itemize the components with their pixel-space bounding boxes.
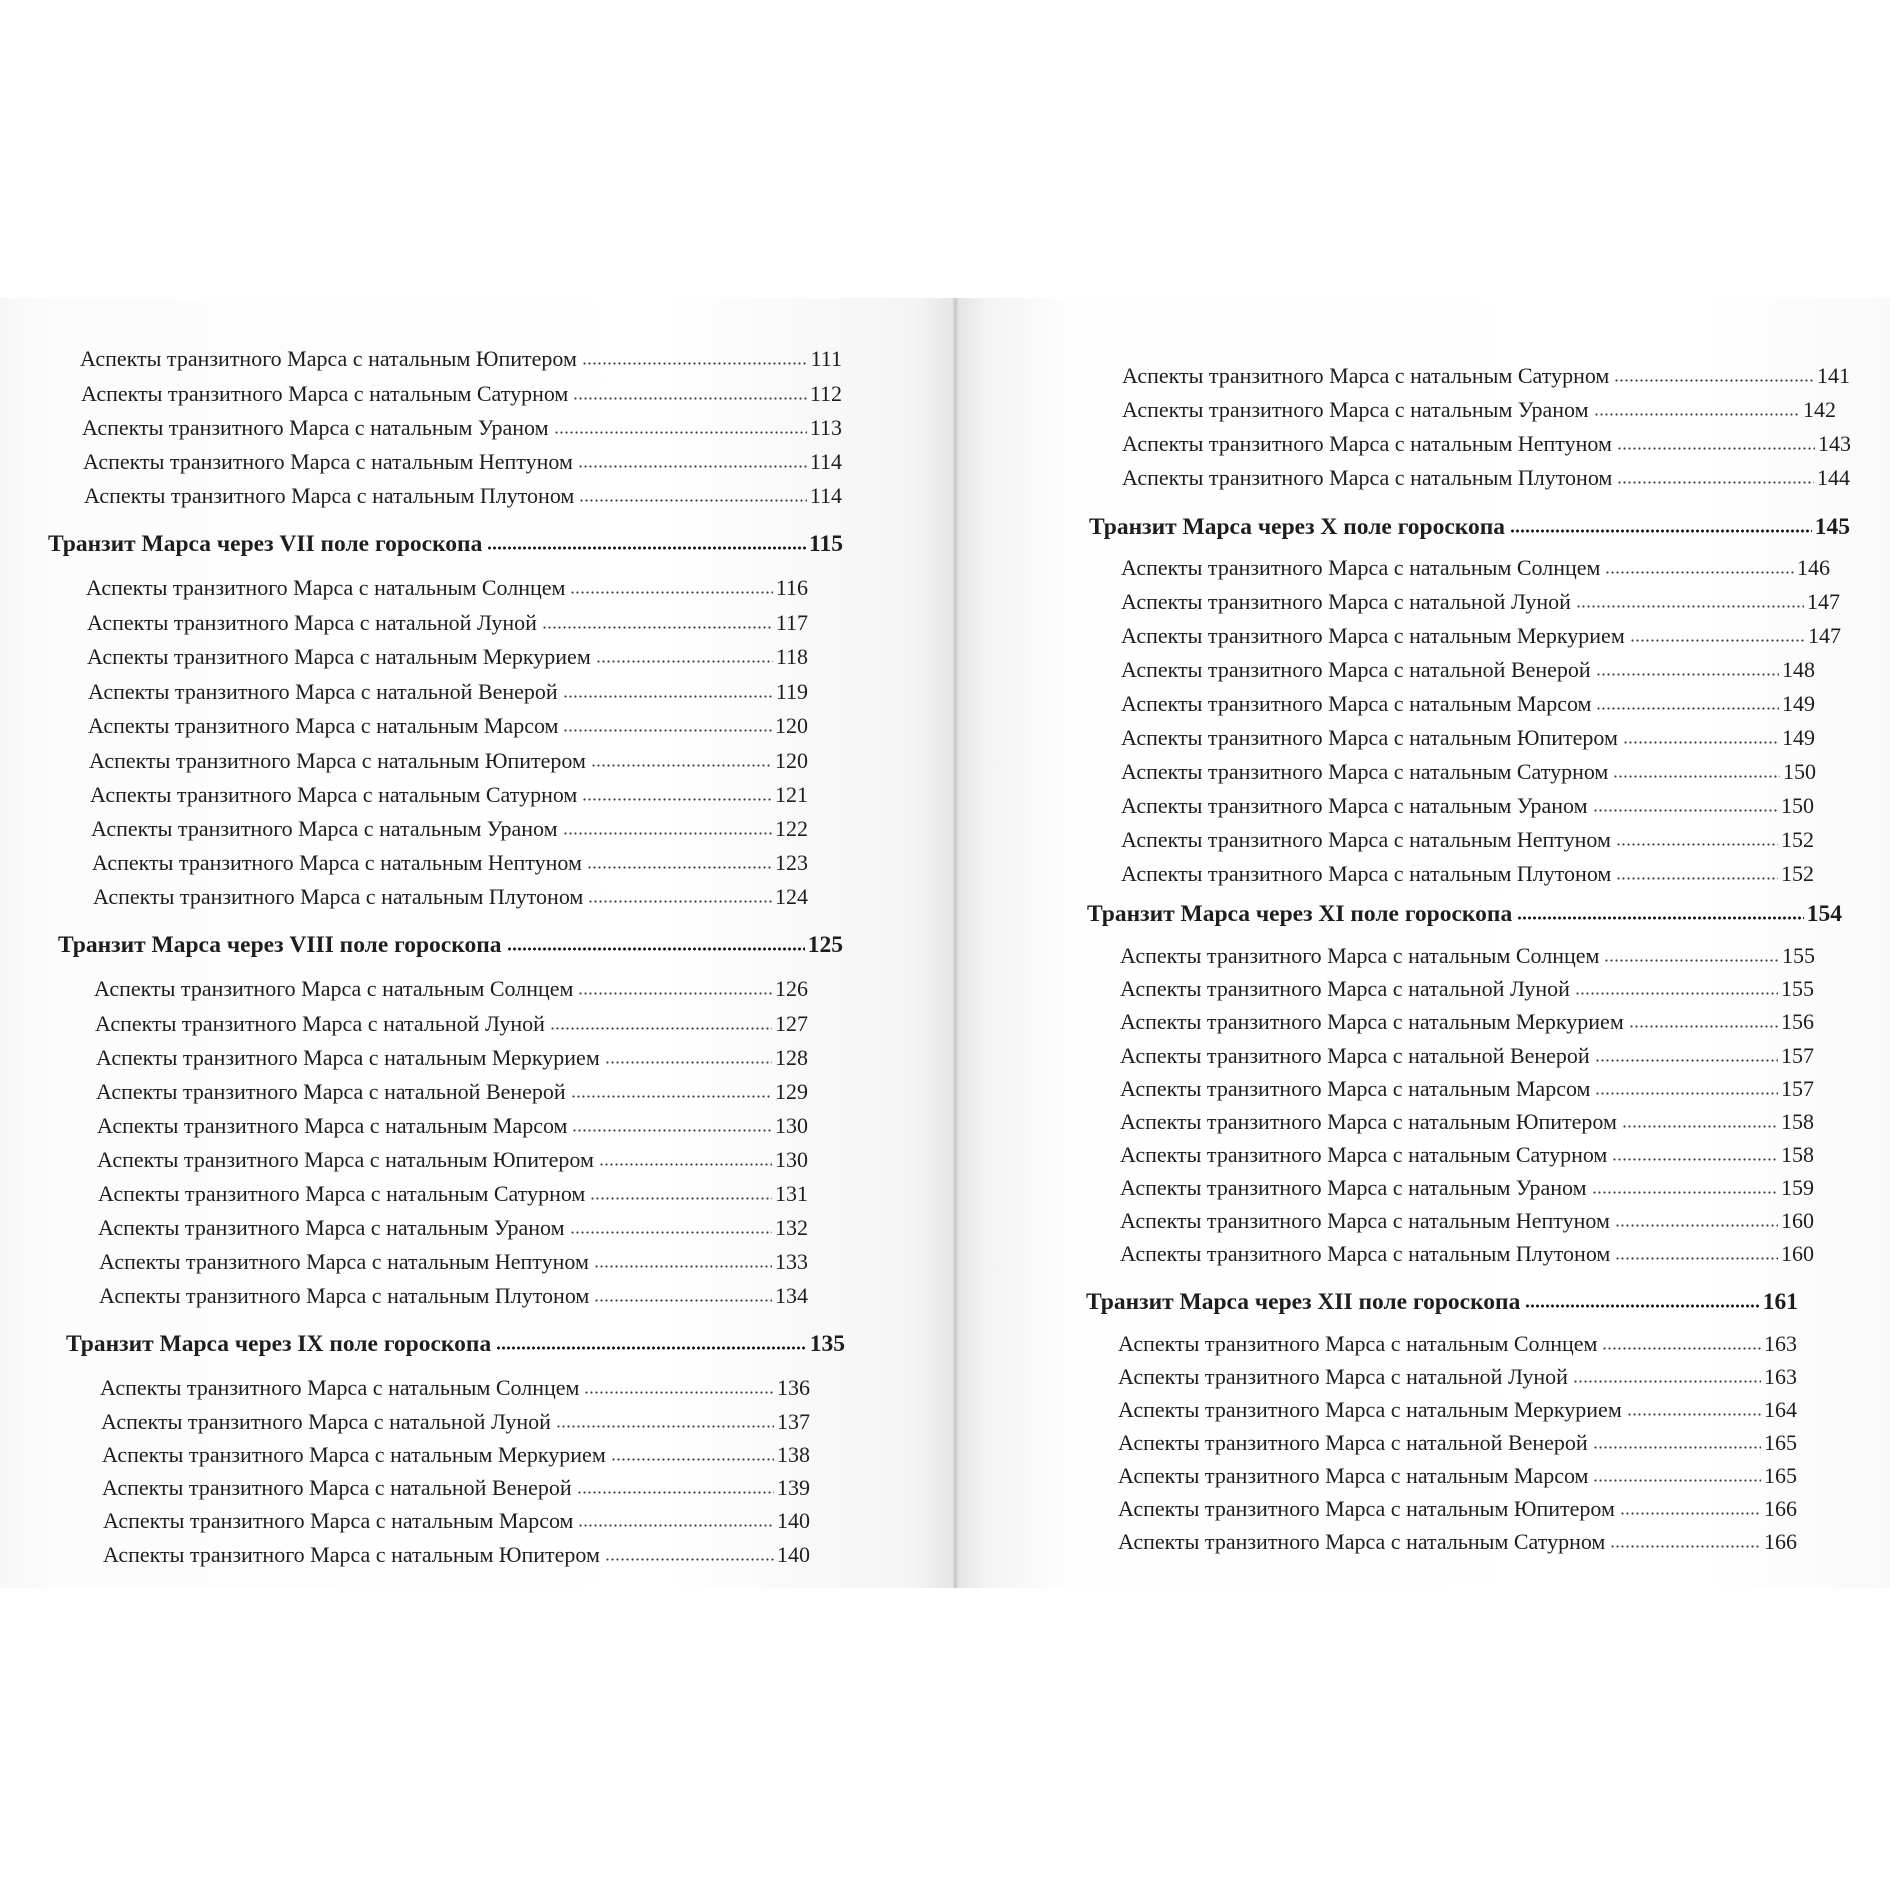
toc-page-number: 150 (1783, 759, 1816, 784)
leader-dots (573, 387, 806, 401)
toc-entry-title: Аспекты транзитного Марса с натальным Нептуном (1122, 431, 1612, 456)
toc-entry-title: Аспекты транзитного Марса с натальной Венерой (102, 1475, 572, 1500)
toc-entry-title: Аспекты транзитного Марса с натальным Солнцем (100, 1375, 580, 1400)
toc-entry-title: Аспекты транзитного Марса с натальным Ураном (91, 816, 558, 841)
toc-entry-title: Аспекты транзитного Марса с натальным Юпитером (97, 1147, 594, 1172)
toc-page-number: 115 (809, 531, 843, 557)
leader-dots (487, 537, 806, 551)
toc-entry-title: Аспекты транзитного Марса с натальным Нептуном (92, 850, 582, 875)
leader-dots (1595, 1049, 1778, 1063)
toc-entry-title: Аспекты транзитного Марса с натальным Марсом (1118, 1463, 1589, 1488)
toc-entry-title: Аспекты транзитного Марса с натальным Ураном (1122, 397, 1589, 422)
toc-page-number: 161 (1762, 1289, 1798, 1315)
toc-page-number: 163 (1764, 1364, 1797, 1389)
toc-entry-title: Аспекты транзитного Марса с натальным Плутоном (1120, 1241, 1611, 1266)
toc-entry-title: Аспекты транзитного Марса с натальной Луной (1118, 1364, 1568, 1389)
leader-dots (1623, 731, 1779, 745)
toc-entry-title: Аспекты транзитного Марса с натальным Плутоном (1122, 465, 1613, 490)
toc-section-heading (1089, 513, 1850, 541)
leader-dots (1622, 1115, 1778, 1129)
toc-entry-title: Транзит Марса через X поле гороскопа (1089, 514, 1506, 540)
toc-entry-title: Транзит Марса через IX поле гороскопа (66, 1331, 492, 1357)
leader-dots (1517, 907, 1804, 921)
toc-entry (1121, 792, 1814, 820)
toc-entry-title: Аспекты транзитного Марса с натальным Меркурием (1118, 1397, 1622, 1422)
leader-dots (550, 1017, 772, 1031)
toc-entry (99, 1248, 808, 1276)
toc-page-number: 116 (775, 575, 808, 600)
toc-entry (86, 574, 808, 602)
leader-dots (591, 754, 772, 768)
leader-dots (1576, 595, 1804, 609)
toc-entry (97, 1112, 808, 1140)
leader-dots (1596, 697, 1779, 711)
toc-entry-title: Аспекты транзитного Марса с натальным Нептуном (1120, 1208, 1610, 1233)
toc-entry (1118, 1330, 1797, 1358)
toc-page-number: 121 (775, 782, 808, 807)
toc-section-heading (48, 530, 843, 558)
leader-dots (611, 1448, 774, 1462)
toc-entry (1118, 1429, 1797, 1457)
toc-page-number: 118 (775, 644, 808, 669)
toc-page-number: 123 (775, 850, 808, 875)
toc-page-number: 138 (777, 1442, 810, 1467)
toc-page-number: 139 (777, 1475, 810, 1500)
toc-page-number: 155 (1781, 976, 1814, 1001)
toc-page-number: 144 (1817, 465, 1850, 490)
left-toc (0, 298, 953, 1588)
toc-page-number: 114 (809, 449, 842, 474)
toc-page-number: 165 (1764, 1463, 1797, 1488)
toc-entry-title: Аспекты транзитного Марса с натальным Нептуном (83, 449, 573, 474)
toc-page-number: 154 (1806, 901, 1842, 927)
leader-dots (554, 421, 807, 435)
toc-page-number: 164 (1764, 1397, 1797, 1422)
toc-entry (101, 1408, 810, 1436)
leader-dots (582, 352, 808, 366)
toc-entry (80, 345, 842, 373)
toc-page-number: 134 (775, 1283, 808, 1308)
toc-entry (1118, 1396, 1797, 1424)
toc-entry (83, 448, 842, 476)
toc-entry-title: Транзит Марса через VIII поле гороскопа (58, 932, 502, 958)
toc-entry-title: Аспекты транзитного Марса с натальной Луной (95, 1011, 545, 1036)
leader-dots (1573, 1370, 1761, 1384)
toc-entry (90, 781, 808, 809)
toc-entry (1121, 622, 1841, 650)
toc-entry (1121, 690, 1815, 718)
toc-entry (91, 815, 808, 843)
right-page (958, 298, 1890, 1588)
toc-page-number: 149 (1782, 725, 1815, 750)
toc-entry-title: Аспекты транзитного Марса с натальной Венерой (1118, 1430, 1588, 1455)
toc-entry-title: Аспекты транзитного Марса с натальным Сатурном (1122, 363, 1610, 388)
toc-entry (1122, 430, 1851, 458)
toc-entry-title: Аспекты транзитного Марса с натальным Юпитером (1120, 1109, 1617, 1134)
toc-page-number: 152 (1781, 861, 1814, 886)
toc-page-number: 117 (775, 610, 808, 635)
toc-page-number: 152 (1781, 827, 1814, 852)
toc-page-number: 155 (1782, 943, 1815, 968)
leader-dots (578, 982, 772, 996)
toc-entry-title: Аспекты транзитного Марса с натальным Нептуном (99, 1249, 589, 1274)
toc-entry-title: Аспекты транзитного Марса с натальной Венерой (96, 1079, 566, 1104)
toc-section-heading (1087, 900, 1842, 928)
toc-page-number: 165 (1764, 1430, 1797, 1455)
leader-dots (1595, 1082, 1778, 1096)
right-toc (958, 298, 1890, 1588)
leader-dots (563, 685, 773, 699)
leader-dots (596, 650, 773, 664)
leader-dots (1592, 1181, 1778, 1195)
leader-dots (1616, 833, 1778, 847)
toc-page-number: 157 (1781, 1043, 1814, 1068)
toc-entry-title: Аспекты транзитного Марса с натальным Плутоном (1121, 861, 1612, 886)
toc-section-heading (1086, 1288, 1798, 1316)
toc-entry-title: Аспекты транзитного Марса с натальным Сатурном (1120, 1142, 1608, 1167)
toc-page-number: 141 (1817, 363, 1850, 388)
toc-page-number: 147 (1808, 623, 1841, 648)
toc-entry (87, 643, 808, 671)
toc-entry-title: Аспекты транзитного Марса с натальным Нептуном (1121, 827, 1611, 852)
toc-entry (98, 1180, 808, 1208)
toc-page-number: 150 (1781, 793, 1814, 818)
leader-dots (1616, 867, 1778, 881)
leader-dots (594, 1289, 772, 1303)
toc-entry (96, 1078, 808, 1106)
leader-dots (1575, 982, 1778, 996)
leader-dots (563, 719, 772, 733)
toc-entry (1121, 656, 1815, 684)
toc-entry (1120, 1141, 1814, 1169)
toc-entry (102, 1474, 810, 1502)
leader-dots (496, 1337, 807, 1351)
toc-entry-title: Аспекты транзитного Марса с натальной Венерой (1120, 1043, 1590, 1068)
leader-dots (1629, 1015, 1778, 1029)
toc-page-number: 142 (1803, 397, 1836, 422)
toc-entry (1122, 362, 1850, 390)
toc-entry (82, 414, 842, 442)
toc-entry (1120, 1240, 1814, 1268)
toc-entry-title: Аспекты транзитного Марса с натальной Венерой (1121, 657, 1591, 682)
toc-entry-title: Аспекты транзитного Марса с натальным Марсом (103, 1508, 574, 1533)
toc-entry-title: Аспекты транзитного Марса с натальным Плутоном (84, 483, 575, 508)
toc-entry (97, 1146, 808, 1174)
toc-entry-title: Аспекты транзитного Марса с натальным Сатурном (81, 381, 569, 406)
toc-section-heading (58, 931, 843, 959)
toc-entry-title: Аспекты транзитного Марса с натальным Ураном (82, 415, 549, 440)
toc-entry-title: Аспекты транзитного Марса с натальным Юпитером (103, 1542, 600, 1567)
toc-entry (1120, 975, 1814, 1003)
leader-dots (1602, 1337, 1761, 1351)
toc-page-number: 119 (775, 679, 808, 704)
toc-entry-title: Транзит Марса через XII поле гороскопа (1086, 1289, 1521, 1315)
leader-dots (1593, 1436, 1761, 1450)
toc-entry (102, 1441, 810, 1469)
leader-dots (579, 489, 806, 503)
leader-dots (1593, 1469, 1761, 1483)
toc-entry (84, 482, 842, 510)
leader-dots (1605, 561, 1794, 575)
toc-entry (87, 609, 808, 637)
toc-page-number: 160 (1781, 1241, 1814, 1266)
leader-dots (542, 616, 773, 630)
toc-page-number: 122 (775, 816, 808, 841)
toc-entry (1121, 758, 1816, 786)
toc-entry-title: Аспекты транзитного Марса с натальным Меркурием (1121, 623, 1625, 648)
toc-page-number: 158 (1781, 1109, 1814, 1134)
toc-page-number: 146 (1797, 555, 1830, 580)
toc-section-heading (66, 1330, 845, 1358)
leader-dots (578, 455, 807, 469)
leader-dots (578, 1514, 774, 1528)
toc-entry (1118, 1528, 1797, 1556)
leader-dots (582, 788, 772, 802)
toc-entry (1121, 724, 1815, 752)
toc-entry-title: Аспекты транзитного Марса с натальным Ураном (98, 1215, 565, 1240)
toc-entry (1120, 1008, 1814, 1036)
leader-dots (563, 822, 772, 836)
leader-dots (1525, 1295, 1759, 1309)
toc-entry-title: Аспекты транзитного Марса с натальным Солнцем (1121, 555, 1601, 580)
toc-entry-title: Аспекты транзитного Марса с натальным Ураном (1120, 1175, 1587, 1200)
leader-dots (1510, 520, 1812, 534)
toc-entry (103, 1507, 810, 1535)
toc-entry-title: Аспекты транзитного Марса с натальным Сатурном (90, 782, 578, 807)
toc-page-number: 158 (1781, 1142, 1814, 1167)
toc-entry-title: Аспекты транзитного Марса с натальным Меркурием (1120, 1009, 1624, 1034)
toc-entry (88, 712, 808, 740)
toc-page-number: 112 (809, 381, 842, 406)
toc-entry (100, 1374, 810, 1402)
toc-page-number: 147 (1807, 589, 1840, 614)
toc-page-number: 135 (809, 1331, 845, 1357)
toc-entry-title: Аспекты транзитного Марса с натальным Марсом (88, 713, 559, 738)
toc-entry-title: Аспекты транзитного Марса с натальным Юпитером (1118, 1496, 1615, 1521)
toc-entry-title: Аспекты транзитного Марса с натальной Луной (101, 1409, 551, 1434)
toc-entry (103, 1541, 810, 1569)
toc-page-number: 160 (1781, 1208, 1814, 1233)
toc-page-number: 149 (1782, 691, 1815, 716)
toc-page-number: 126 (775, 976, 808, 1001)
toc-page-number: 143 (1818, 431, 1851, 456)
toc-entry (1118, 1462, 1797, 1490)
toc-entry-title: Аспекты транзитного Марса с натальным Сатурном (1121, 759, 1609, 784)
toc-page-number: 131 (775, 1181, 808, 1206)
leader-dots (1615, 1214, 1778, 1228)
toc-entry-title: Аспекты транзитного Марса с натальным Сатурном (98, 1181, 586, 1206)
leader-dots (588, 890, 772, 904)
toc-page-number: 133 (775, 1249, 808, 1274)
toc-entry (99, 1282, 808, 1310)
leader-dots (1617, 471, 1814, 485)
toc-entry (1120, 1075, 1814, 1103)
leader-dots (605, 1548, 774, 1562)
toc-entry (1120, 1042, 1814, 1070)
leader-dots (556, 1415, 774, 1429)
toc-page-number: 148 (1782, 657, 1815, 682)
toc-entry (93, 883, 808, 911)
toc-entry (1120, 942, 1815, 970)
toc-page-number: 132 (775, 1215, 808, 1240)
toc-entry-title: Аспекты транзитного Марса с натальным Солнцем (1120, 943, 1600, 968)
toc-entry (95, 1010, 808, 1038)
toc-entry-title: Аспекты транзитного Марса с натальной Луной (87, 610, 537, 635)
toc-entry-title: Транзит Марса через VII поле гороскопа (48, 531, 483, 557)
toc-entry (1120, 1174, 1814, 1202)
toc-page-number: 156 (1781, 1009, 1814, 1034)
toc-entry (1121, 588, 1840, 616)
toc-page-number: 124 (775, 884, 808, 909)
toc-entry-title: Аспекты транзитного Марса с натальным Плутоном (99, 1283, 590, 1308)
leader-dots (577, 1481, 774, 1495)
toc-page-number: 140 (777, 1542, 810, 1567)
leader-dots (594, 1255, 772, 1269)
toc-page-number: 166 (1764, 1529, 1797, 1554)
left-page (0, 298, 953, 1588)
toc-page-number: 113 (809, 415, 842, 440)
toc-entry (94, 975, 808, 1003)
toc-entry (81, 380, 842, 408)
toc-entry-title: Аспекты транзитного Марса с натальным Марсом (1120, 1076, 1591, 1101)
toc-entry (96, 1044, 808, 1072)
toc-entry-title: Аспекты транзитного Марса с натальным Марсом (1121, 691, 1592, 716)
leader-dots (507, 938, 805, 952)
leader-dots (1620, 1502, 1761, 1516)
toc-entry-title: Аспекты транзитного Марса с натальным Меркурием (102, 1442, 606, 1467)
toc-entry-title: Аспекты транзитного Марса с натальным Меркурием (96, 1045, 600, 1070)
toc-entry (1120, 1207, 1814, 1235)
toc-entry (1118, 1363, 1797, 1391)
toc-entry-title: Аспекты транзитного Марса с натальной Венерой (88, 679, 558, 704)
toc-entry-title: Аспекты транзитного Марса с натальным Марсом (97, 1113, 568, 1138)
leader-dots (605, 1051, 772, 1065)
toc-page-number: 127 (775, 1011, 808, 1036)
leader-dots (1594, 403, 1800, 417)
toc-entry (88, 678, 808, 706)
leader-dots (1604, 949, 1779, 963)
toc-entry-title: Аспекты транзитного Марса с натальным Ураном (1121, 793, 1588, 818)
toc-entry-title: Аспекты транзитного Марса с натальным Солнцем (94, 976, 574, 1001)
leader-dots (1612, 1148, 1778, 1162)
toc-page-number: 128 (775, 1045, 808, 1070)
toc-page-number: 163 (1764, 1331, 1797, 1356)
toc-entry (1122, 396, 1836, 424)
toc-page-number: 129 (775, 1079, 808, 1104)
leader-dots (1614, 369, 1814, 383)
toc-page-number: 120 (775, 713, 808, 738)
leader-dots (599, 1153, 772, 1167)
toc-entry (1120, 1108, 1814, 1136)
leader-dots (590, 1187, 772, 1201)
leader-dots (1593, 799, 1778, 813)
toc-entry-title: Аспекты транзитного Марса с натальным Юпитером (1121, 725, 1618, 750)
toc-entry-title: Аспекты транзитного Марса с натальным Юпитером (80, 346, 577, 371)
toc-entry-title: Аспекты транзитного Марса с натальной Луной (1120, 976, 1570, 1001)
toc-entry-title: Аспекты транзитного Марса с натальным Юпитером (89, 748, 586, 773)
toc-page-number: 111 (810, 346, 842, 371)
toc-page-number: 136 (777, 1375, 810, 1400)
toc-page-number: 157 (1781, 1076, 1814, 1101)
toc-entry (89, 747, 808, 775)
leader-dots (1630, 629, 1805, 643)
toc-entry-title: Аспекты транзитного Марса с натальным Сатурном (1118, 1529, 1606, 1554)
toc-page-number: 166 (1764, 1496, 1797, 1521)
toc-page-number: 140 (777, 1508, 810, 1533)
leader-dots (587, 856, 772, 870)
leader-dots (1617, 437, 1815, 451)
leader-dots (1613, 765, 1780, 779)
toc-page-number: 159 (1781, 1175, 1814, 1200)
leader-dots (571, 1085, 772, 1099)
toc-page-number: 145 (1814, 514, 1850, 540)
toc-entry-title: Аспекты транзитного Марса с натальным Солнцем (1118, 1331, 1598, 1356)
toc-page-number: 130 (775, 1113, 808, 1138)
toc-entry-title: Транзит Марса через XI поле гороскопа (1087, 901, 1513, 927)
leader-dots (1596, 663, 1779, 677)
toc-page-number: 137 (777, 1409, 810, 1434)
toc-entry-title: Аспекты транзитного Марса с натальной Луной (1121, 589, 1571, 614)
toc-entry (1121, 826, 1814, 854)
leader-dots (572, 1119, 772, 1133)
toc-entry (1121, 860, 1814, 888)
toc-page-number: 130 (775, 1147, 808, 1172)
toc-entry-title: Аспекты транзитного Марса с натальным Плутоном (93, 884, 584, 909)
leader-dots (1610, 1535, 1761, 1549)
leader-dots (570, 1221, 772, 1235)
leader-dots (1615, 1247, 1778, 1261)
toc-entry (1118, 1495, 1797, 1523)
leader-dots (570, 581, 772, 595)
toc-entry (1122, 464, 1850, 492)
toc-entry (98, 1214, 808, 1242)
toc-entry (92, 849, 808, 877)
toc-page-number: 125 (807, 932, 843, 958)
toc-entry-title: Аспекты транзитного Марса с натальным Солнцем (86, 575, 566, 600)
toc-page-number: 120 (775, 748, 808, 773)
leader-dots (584, 1381, 774, 1395)
leader-dots (1627, 1403, 1761, 1417)
toc-entry (1121, 554, 1830, 582)
toc-page-number: 114 (809, 483, 842, 508)
toc-entry-title: Аспекты транзитного Марса с натальным Меркурием (87, 644, 591, 669)
